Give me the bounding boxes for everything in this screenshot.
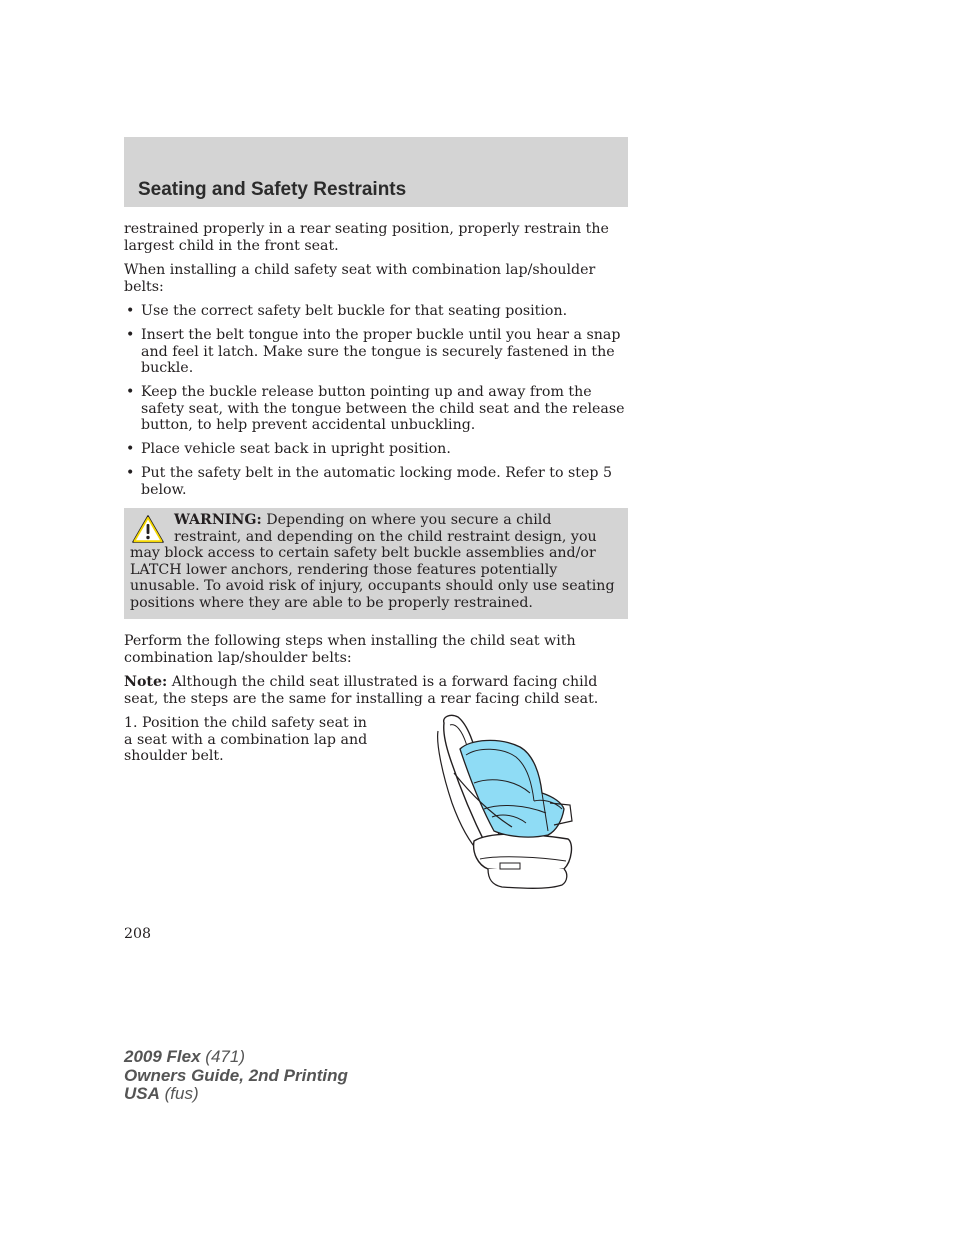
list-item-text: Place vehicle seat back in upright position.	[141, 441, 451, 457]
perform-paragraph: Perform the following steps when installing the child seat with combination lap/shoulder belts:	[124, 633, 576, 666]
section-header	[124, 137, 628, 207]
footer-model: 2009 Flex	[124, 1047, 201, 1066]
instruction-list	[124, 303, 628, 498]
note-text: Although the child seat illustrated is a forward facing child seat, the steps are the same for installing a rear facing child seat.	[124, 674, 599, 707]
lead-paragraph: When installing a child safety seat with combination lap/shoulder belts:	[124, 262, 596, 295]
list-item-text: Insert the belt tongue into the proper buckle until you hear a snap and feel it latch. Make sure the tongue is securely fastened in the buckle.	[141, 327, 621, 376]
footer-model-code: (471)	[205, 1047, 245, 1066]
note-paragraph	[124, 674, 628, 707]
section-title: Seating and Safety Restraints	[138, 179, 407, 200]
list-item	[124, 465, 628, 498]
bullet-icon: •	[126, 303, 135, 319]
bullet-icon: •	[126, 384, 135, 400]
warning-box	[124, 508, 628, 619]
footer-market-code: (fus)	[164, 1084, 199, 1103]
footer-market: USA	[124, 1084, 160, 1103]
document-footer	[124, 1048, 348, 1104]
warning-triangle-icon	[131, 514, 165, 544]
footer-line-model	[124, 1048, 348, 1067]
list-item-text: Use the correct safety belt buckle for that seating position.	[141, 303, 568, 319]
bullet-icon: •	[126, 441, 135, 457]
step-1-text: 1. Position the child safety seat in a seat with a combination lap and shoulder belt.	[124, 715, 368, 764]
warning-text: Depending on where you secure a child restraint, and depending on the child restraint design, you may block access to certain safety belt buckle assemblies and/or LATCH lower anchors, rendering those features potentially unusable. To avoid risk of injury, occupants should only use seating positions where they are able to be properly restrained.	[130, 512, 615, 611]
list-item	[124, 327, 628, 377]
page-content	[124, 221, 628, 895]
warning-label: WARNING:	[174, 512, 262, 528]
note-label: Note:	[124, 674, 168, 690]
list-item-text: Keep the buckle release button pointing up and away from the safety seat, with the tongue between the child seat and the release button, to help prevent accidental unbuckling.	[141, 384, 625, 433]
bullet-icon: •	[126, 465, 135, 481]
footer-edition: Owners Guide, 2nd Printing	[124, 1065, 348, 1085]
step-1	[124, 715, 628, 895]
list-item-text: Put the safety belt in the automatic locking mode. Refer to step 5 below.	[141, 465, 613, 498]
child-seat-illustration	[430, 713, 580, 891]
bullet-icon: •	[126, 327, 135, 343]
list-item	[124, 303, 628, 320]
footer-line-market	[124, 1085, 348, 1104]
intro-paragraph: restrained properly in a rear seating position, properly restrain the largest child in the front seat.	[124, 221, 609, 254]
page-number: 208	[124, 926, 152, 942]
list-item	[124, 441, 628, 458]
list-item	[124, 384, 628, 434]
